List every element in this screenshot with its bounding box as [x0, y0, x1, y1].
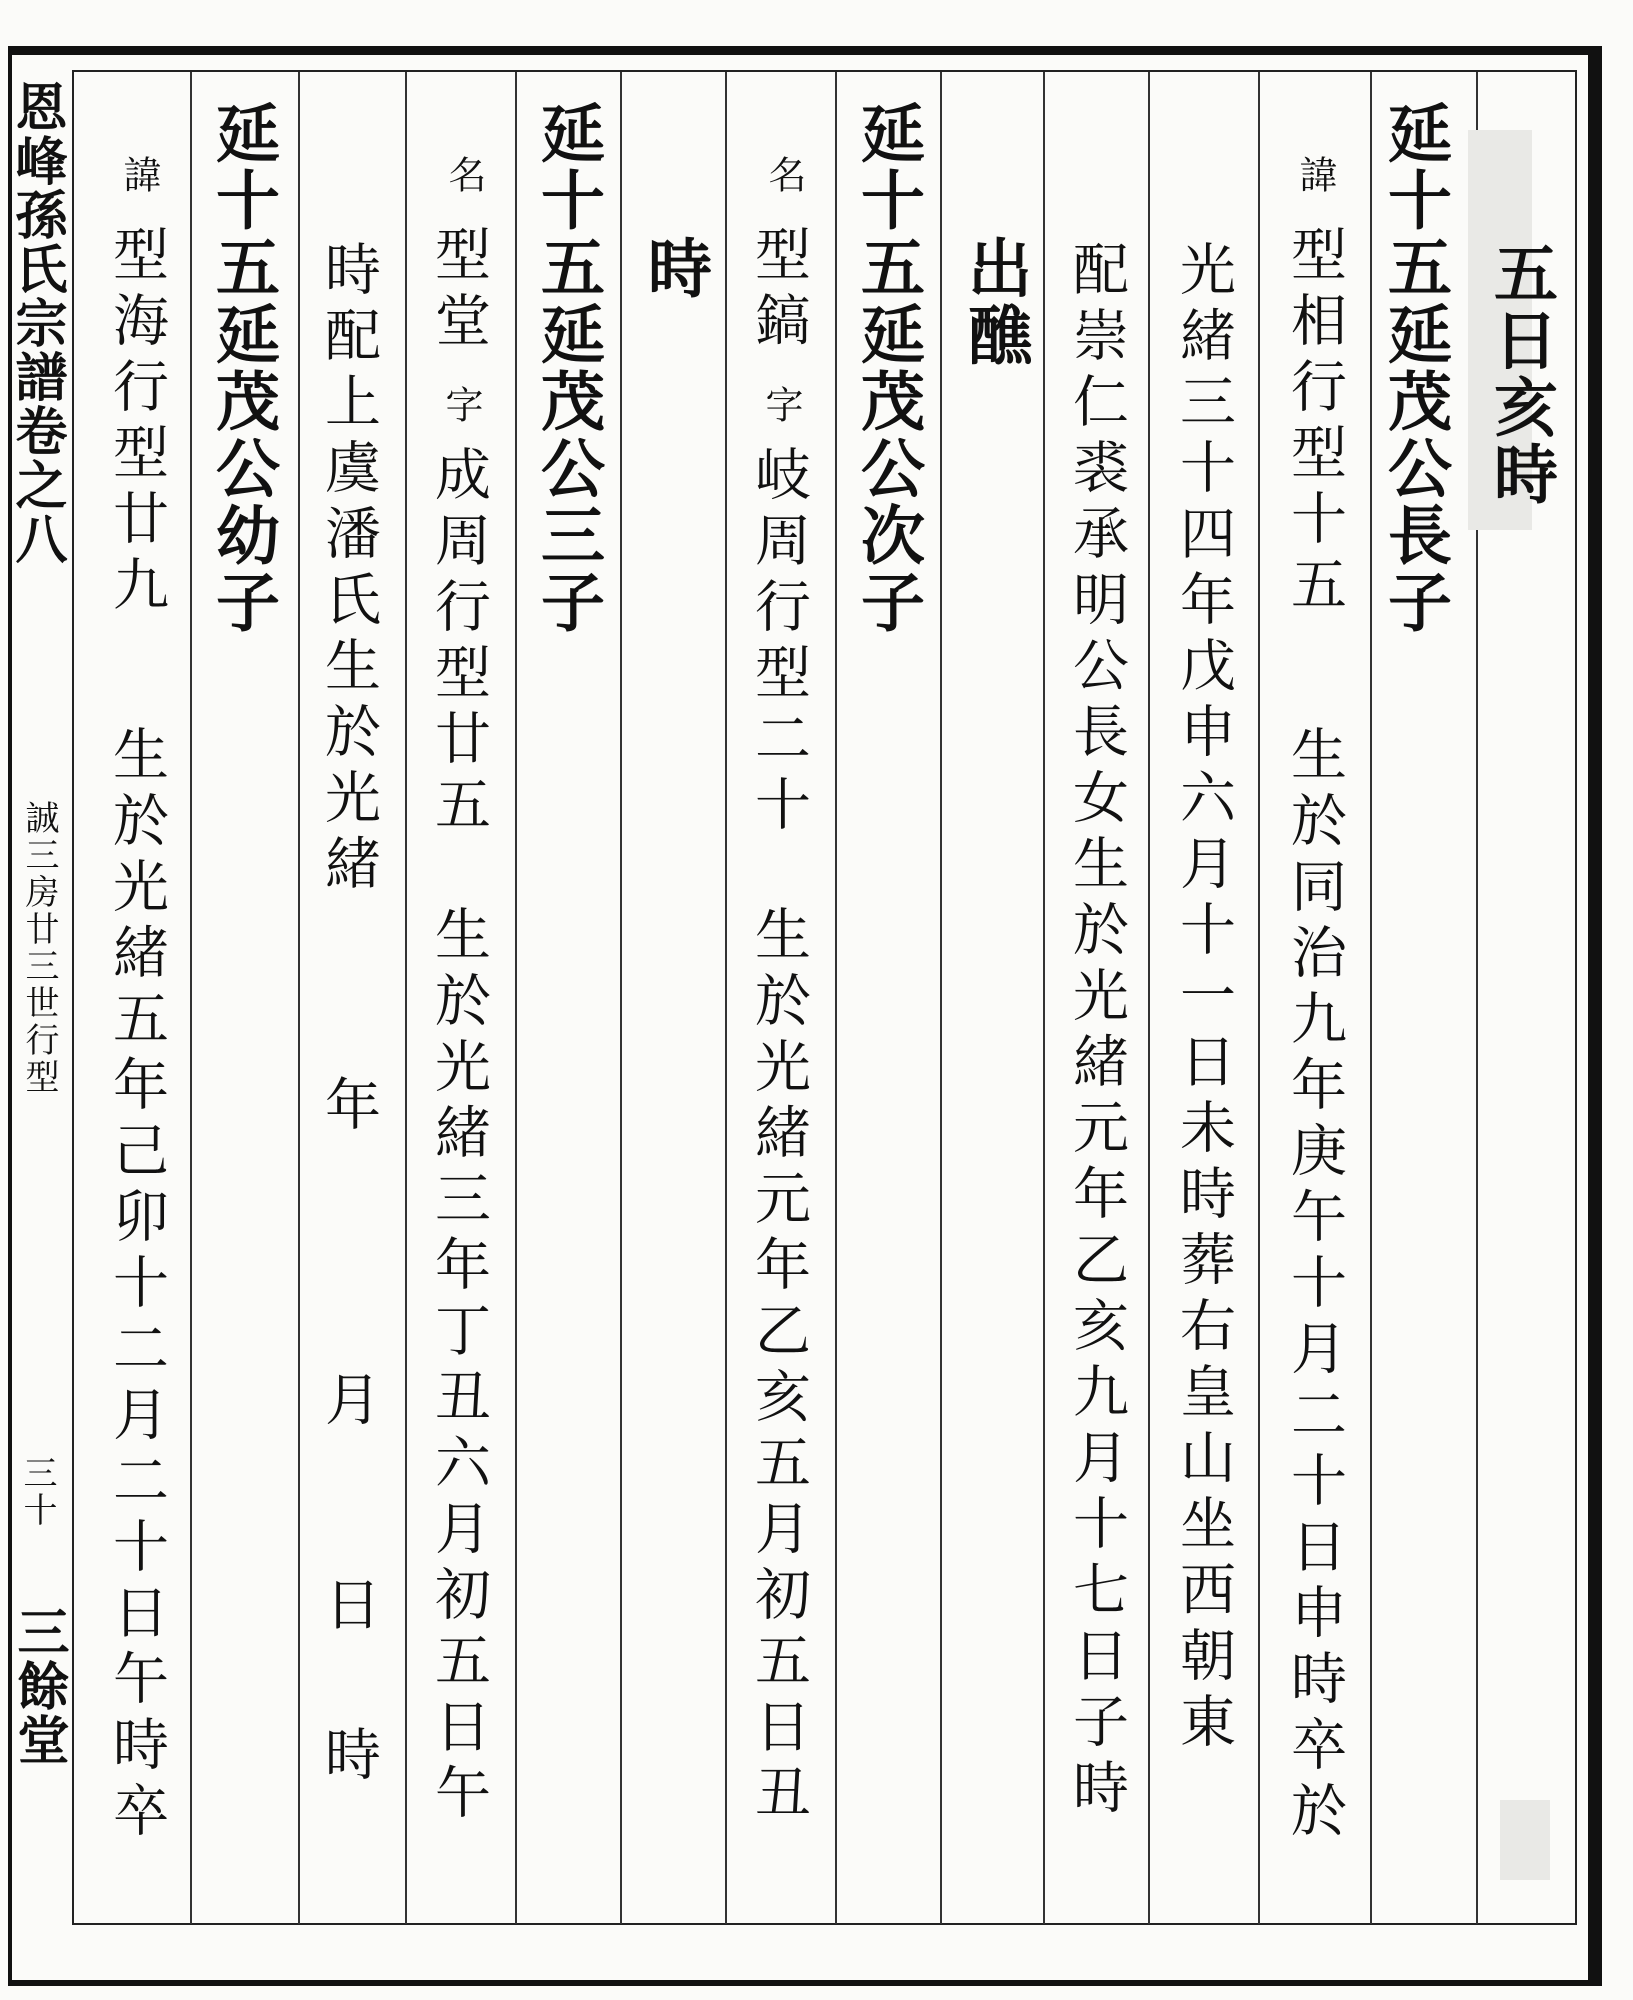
text-col12-hour: 時: [316, 1725, 381, 1791]
text-col3-name: 型相行型十五: [1282, 225, 1347, 621]
text-col3-hui: 諱: [1293, 155, 1337, 197]
column-rule: [1258, 72, 1260, 1924]
entry-heading-eldest-son: 延十五延茂公長子: [1377, 100, 1452, 636]
text-col12-year: 年: [316, 1075, 381, 1141]
text-col14-hui: 諱: [117, 155, 161, 197]
entry-heading-third-son: 延十五延茂公三子: [530, 100, 605, 636]
spine-page-number: 三十: [17, 1455, 57, 1529]
text-col12-spouse: 時配上虞潘氏生於光緒: [316, 240, 381, 900]
column-rule: [298, 72, 300, 1924]
text-column-6: 出醮: [957, 235, 1032, 369]
text-col8-ming: 名: [762, 155, 806, 197]
text-col11-birth: 生於光緒三年丁丑六月初五日午: [426, 905, 491, 1829]
text-col14-birth: 生於光緒五年己卯十二月二十日午時卒: [104, 725, 169, 1847]
bleed-through-mark: [1500, 1800, 1550, 1880]
spine-title: 恩峰孫氏宗譜卷之八: [6, 80, 67, 566]
spine-hall-name: 三餘堂: [8, 1605, 69, 1767]
text-column-1: 五日亥時: [1483, 240, 1558, 508]
column-rule: [835, 72, 837, 1924]
text-col11-name: 型堂: [426, 225, 491, 357]
text-col12-day: 日: [316, 1575, 381, 1641]
text-col8-courtesy: 岐周行型二十: [746, 445, 811, 841]
column-rule: [1148, 72, 1150, 1924]
text-col8-zi: 字: [759, 385, 803, 427]
text-column-4: 光緒三十四年戊申六月十一日未時葬右皇山坐西朝東: [1171, 240, 1236, 1758]
column-rule: [725, 72, 727, 1924]
column-rule: [190, 72, 192, 1924]
entry-heading-youngest-son: 延十五延茂公幼子: [205, 100, 280, 636]
column-rule: [1370, 72, 1372, 1924]
text-col8-name: 型鎬: [746, 225, 811, 357]
text-col14-name: 型海行型廿九: [104, 225, 169, 621]
text-column-5: 配崇仁裘承明公長女生於光緒元年乙亥九月十七日子時: [1064, 240, 1129, 1824]
text-col8-birth: 生於光緒元年乙亥五月初五日丑: [746, 905, 811, 1829]
column-rule: [405, 72, 407, 1924]
entry-heading-second-son: 延十五延茂公次子: [850, 100, 925, 636]
text-column-9: 時: [637, 235, 712, 302]
column-rule: [515, 72, 517, 1924]
text-col3-birth: 生於同治九年庚午十月二十日申時卒於: [1282, 725, 1347, 1847]
text-col11-ming: 名: [442, 155, 486, 197]
spine-section: 誠三房廿三世行型: [19, 800, 59, 1096]
column-rule: [1043, 72, 1045, 1924]
text-col12-month: 月: [316, 1370, 381, 1436]
text-col11-courtesy: 成周行型廿五: [426, 445, 491, 841]
column-rule: [940, 72, 942, 1924]
column-rule: [620, 72, 622, 1924]
text-col11-zi: 字: [439, 385, 483, 427]
